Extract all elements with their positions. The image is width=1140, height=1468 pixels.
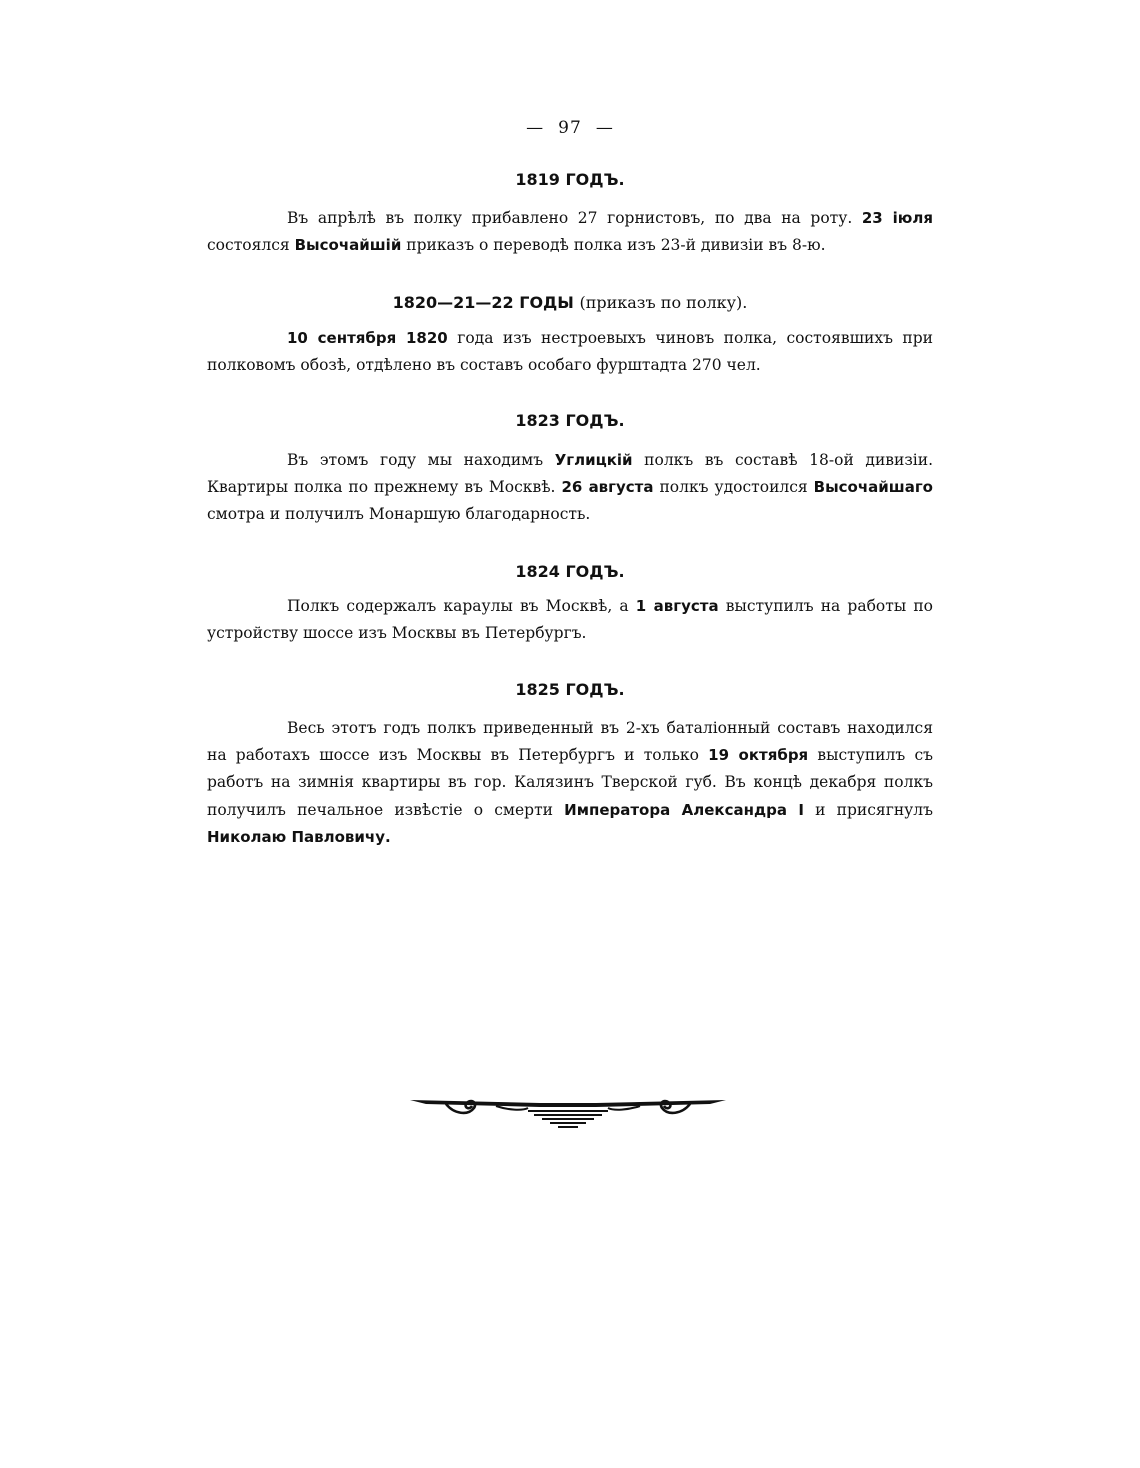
section-text-1825: Весь этотъ годъ полкъ приведенный въ 2-хъ баталіонный составъ находился на работахъ шоссе изъ Москвы въ Петербургъ и только 19 октября выступилъ съ работъ на зимнія квартиры въ гор. Калязинъ Тверской губ. Въ концѣ декабря полкъ получилъ печальное извѣстіе о смерти Императора Александра I и присягнулъ Николаю Павловичу. — [207, 719, 933, 846]
section-text-1819: Въ апрѣлѣ въ полку прибавлено 27 горнистовъ, по два на роту. 23 іюля состоялся Высочайшій приказъ о переводѣ полка изъ 23-й дивизіи въ 8-ю. — [207, 209, 933, 255]
section-text-1823: Въ этомъ году мы находимъ Углицкій полкъ въ составѣ 18-ой дивизіи. Квартиры полка по прежнему въ Москвѣ. 26 августа полкъ удостоился Высочайшаго смотра и получилъ Монаршую благодарность. — [207, 451, 934, 524]
section-text-1820: 10 сентября 1820 года изъ нестроевыхъ чиновъ полка, состоявшихъ при полковомъ обозѣ, отдѣлено въ составъ особаго фурштадта 270 чел. — [207, 329, 933, 375]
page-number: — 97 — — [526, 118, 614, 138]
section-title-1824: 1824 ГОДЪ. — [515, 562, 625, 581]
section-text-1824: Полкъ содержалъ караулы въ Москвѣ, а 1 августа выступилъ на работы по устройству шоссе изъ Москвы въ Петербургъ. — [207, 597, 933, 643]
section-title-1819: 1819 ГОДЪ. — [515, 170, 625, 189]
section-title-1825: 1825 ГОДЪ. — [515, 680, 625, 699]
section-title-1823: 1823 ГОДЪ. — [515, 411, 625, 430]
section-title-1820: 1820—21—22 ГОДЫ (приказъ по полку). — [392, 293, 748, 312]
scroll-ornament-icon — [410, 1092, 726, 1132]
